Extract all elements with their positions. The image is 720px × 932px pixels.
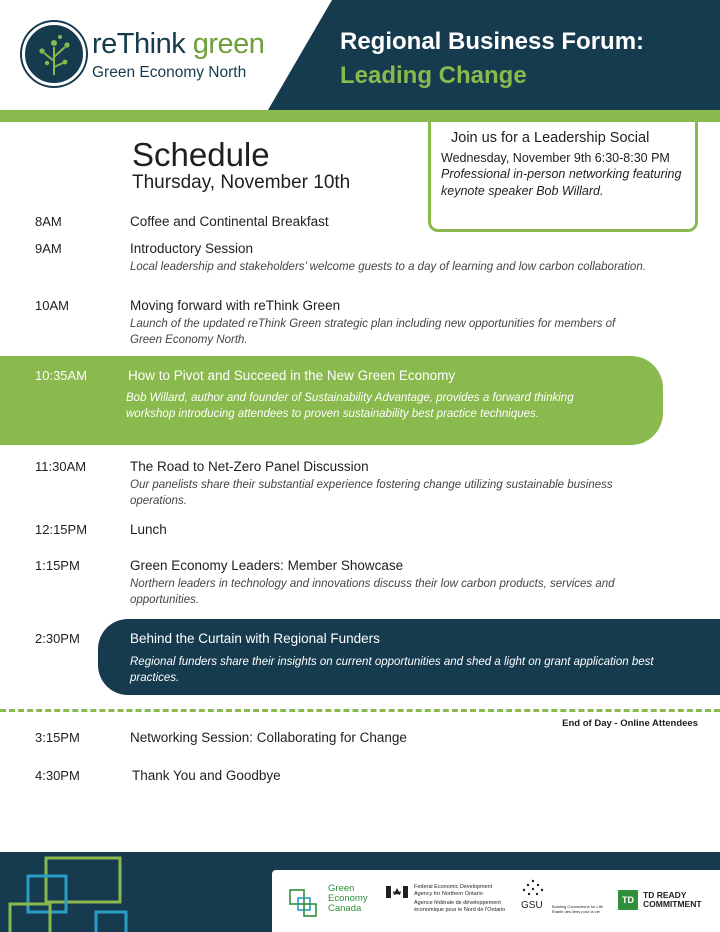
schedule-heading: Schedule bbox=[132, 136, 270, 173]
header-divider bbox=[0, 110, 720, 122]
social-when: Wednesday, November 9th 6:30-8:30 PM bbox=[441, 151, 670, 165]
session-description: Regional funders share their insights on current opportunities and shed a light on grant application best practices. bbox=[130, 656, 654, 684]
brand-name-green: green bbox=[192, 28, 265, 60]
td-line-2: COMMITMENT bbox=[643, 899, 702, 909]
canada-flag-icon bbox=[386, 886, 408, 898]
session-title: Thank You and Goodbye bbox=[132, 768, 281, 783]
footer-squares-graphic bbox=[0, 852, 140, 932]
social-description: Professional in-person networking featuring keynote speaker Bob Willard. bbox=[441, 167, 682, 198]
session-time: 8AM bbox=[35, 214, 62, 229]
session-time: 11:30AM bbox=[35, 459, 87, 474]
end-of-day-divider bbox=[0, 709, 720, 712]
session-description: Local leadership and stakeholders’ welcome guests to a day of learning and low carbon collaboration. bbox=[130, 261, 646, 273]
header bbox=[0, 0, 720, 110]
session-title: The Road to Net-Zero Panel Discussion bbox=[130, 459, 369, 474]
event-subtitle: Leading Change bbox=[340, 62, 527, 89]
schedule-date: Thursday, November 10th bbox=[132, 172, 351, 193]
session-title: Introductory Session bbox=[130, 241, 254, 256]
session-time: 12:15PM bbox=[35, 522, 88, 537]
gsu-tagline-en: Building Connections for Life bbox=[552, 904, 603, 909]
social-title: Join us for a Leadership Social bbox=[451, 130, 650, 146]
highlight-band-keynote bbox=[0, 356, 663, 445]
gec-line-3: Canada bbox=[328, 903, 362, 914]
brand-name-prefix: reThink bbox=[92, 28, 186, 60]
session-time: 9AM bbox=[35, 241, 62, 256]
session-time: 2:30PM bbox=[35, 631, 80, 646]
fednor-en-2: Agency for Northern Ontario bbox=[414, 890, 483, 897]
brand-name bbox=[92, 28, 264, 61]
session-description: Northern leaders in technology and innovations discuss their low carbon products, services and opportunities. bbox=[130, 578, 615, 606]
leadership-social-box bbox=[428, 122, 698, 232]
session-time: 10AM bbox=[35, 298, 69, 313]
session-title: Moving forward with reThink Green bbox=[130, 298, 341, 313]
fednor-fr-1: Agence fédérale de développement bbox=[414, 900, 501, 906]
session-title: Networking Session: Collaborating for Change bbox=[130, 730, 407, 745]
session-time: 3:15PM bbox=[35, 730, 80, 745]
td-logo-icon: TD bbox=[618, 890, 638, 910]
brand-subtitle: Green Economy North bbox=[92, 64, 247, 81]
end-of-day-note: End of Day - Online Attendees bbox=[562, 718, 698, 729]
session-title: Coffee and Continental Breakfast bbox=[130, 214, 329, 229]
session-description: Our panelists share their substantial experience fostering change utilizing sustainable business operations. bbox=[130, 479, 613, 507]
session-title: Lunch bbox=[130, 522, 167, 537]
event-title: Regional Business Forum: bbox=[340, 28, 645, 55]
session-time: 4:30PM bbox=[35, 768, 80, 783]
td-line-1: TD READY bbox=[643, 890, 687, 900]
session-time: 1:15PM bbox=[35, 558, 80, 573]
fednor-en-1: Federal Economic Development bbox=[414, 884, 493, 890]
gsu-tagline-fr: Établir des liens pour la vie bbox=[552, 909, 600, 914]
sponsor-logos-panel bbox=[272, 870, 720, 932]
gsu-mark: GSU bbox=[521, 900, 543, 911]
gec-line-2: Economy bbox=[328, 893, 368, 904]
gec-line-1: Green bbox=[328, 883, 355, 894]
session-title: Green Economy Leaders: Member Showcase bbox=[130, 558, 404, 573]
session-description: Bob Willard, author and founder of Sustainability Advantage, provides a forward thinking workshop introducing attendees to proven sustainability best practice techniques. bbox=[126, 392, 574, 420]
session-title: Behind the Curtain with Regional Funders bbox=[130, 631, 380, 646]
session-description: Launch of the updated reThink Green strategic plan including new opportunities for members of Green Economy North. bbox=[130, 318, 616, 346]
session-title: How to Pivot and Succeed in the New Green Economy bbox=[128, 368, 456, 383]
fednor-fr-2: économique pour le Nord de l'Ontario bbox=[414, 906, 506, 913]
session-time: 10:35AM bbox=[35, 368, 88, 383]
footer bbox=[0, 852, 720, 932]
gsu-dots-icon bbox=[518, 878, 548, 900]
green-economy-canada-icon bbox=[288, 888, 322, 920]
brand-logo-icon bbox=[22, 22, 86, 86]
